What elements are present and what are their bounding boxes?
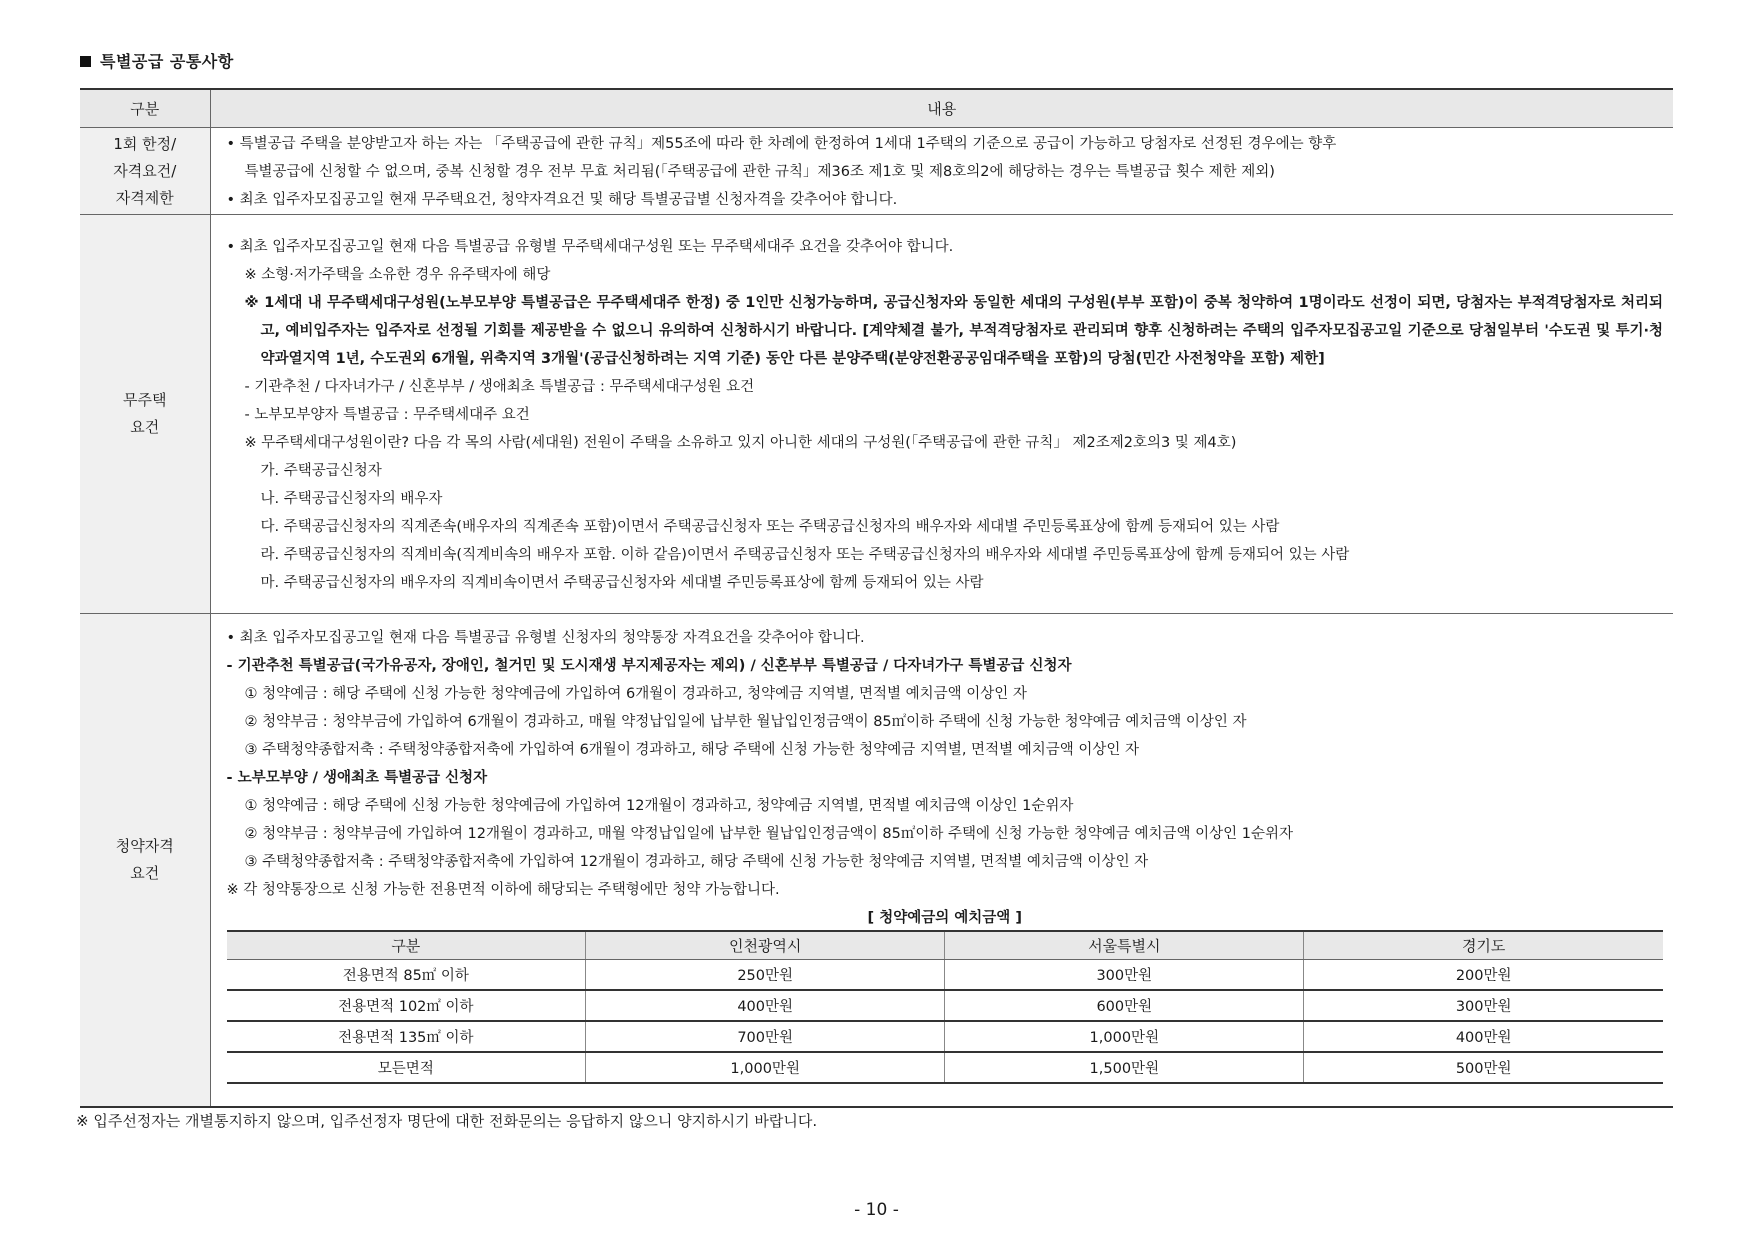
row-category: [80, 215, 210, 614]
row-homeless: [80, 215, 1673, 614]
section-title: [80, 49, 234, 72]
content-line: 가. 주택공급신청자: [260, 463, 382, 479]
deposit-cell: 300만원: [945, 960, 1304, 991]
deposit-cell: 전용면적 102㎡ 이하: [227, 990, 586, 1021]
category-line: 무주택: [123, 391, 167, 409]
deposit-cell: 1,000만원: [586, 1052, 945, 1083]
content-line: - 기관추천 / 다자녀가구 / 신혼부부 / 생애최초 특별공급 : 무주택세대구성원 요건: [244, 379, 755, 395]
header-content: 내용: [210, 89, 1673, 128]
row-content: [210, 614, 1673, 1108]
row-content: [210, 215, 1673, 614]
content-line: • 최초 입주자모집공고일 현재 무주택요건, 청약자격요건 및 해당 특별공급별 신청자격을 갖추어야 합니다.: [226, 192, 898, 208]
content-line: - 기관추천 특별공급(국가유공자, 장애인, 철거민 및 도시재생 부지제공자는 제외) / 신혼부부 특별공급 / 다자녀가구 특별공급 신청자: [226, 658, 1072, 674]
content-line: • 최초 입주자모집공고일 현재 다음 특별공급 유형별 무주택세대구성원 또는 무주택세대주 요건을 갖추어야 합니다.: [226, 239, 954, 255]
deposit-cell: 모든면적: [227, 1052, 586, 1083]
category-line: 자격요건/: [113, 161, 177, 180]
content-line: 다. 주택공급신청자의 직계존속(배우자의 직계존속 포함)이면서 주택공급신청자 또는 주택공급신청자의 배우자와 세대별 주민등록표상에 함께 등재되어 있는 사람: [260, 519, 1280, 535]
deposit-table: [227, 930, 1664, 1084]
content-line: 라. 주택공급신청자의 직계비속(직계비속의 배우자 포함. 이하 같음)이면서 주택공급신청자 또는 주택공급신청자의 배우자와 세대별 주민등록표상에 함께 등재되어 있는 사람: [260, 547, 1350, 563]
table-header-row: [80, 89, 1673, 128]
deposit-cell: 전용면적 135㎡ 이하: [227, 1021, 586, 1052]
content-line: • 최초 입주자모집공고일 현재 다음 특별공급 유형별 신청자의 청약통장 자격요건을 갖추어야 합니다.: [226, 630, 865, 646]
content-line: ※ 각 청약통장으로 신청 가능한 전용면적 이하에 해당되는 주택형에만 청약 가능합니다.: [226, 882, 780, 898]
content-line: ② 청약부금 : 청약부금에 가입하여 12개월이 경과하고, 매월 약정납입일에 납부한 월납입인정금액이 85㎡이하 주택에 신청 가능한 청약예금 예치금액 이상인 1순위자: [244, 826, 1294, 842]
content-line: ① 청약예금 : 해당 주택에 신청 가능한 청약예금에 가입하여 6개월이 경과하고, 청약예금 지역별, 면적별 예치금액 이상인 자: [244, 686, 1027, 702]
deposit-row: [227, 990, 1664, 1021]
category-line: 요건: [130, 418, 160, 436]
footnote: ※ 입주선정자는 개별통지하지 않으며, 입주선정자 명단에 대한 전화문의는 응답하지 않으니 양지하시기 바랍니다.: [76, 1112, 818, 1130]
deposit-cell: 400만원: [586, 990, 945, 1021]
category-line: 1회 한정/: [113, 134, 177, 153]
deposit-cell: 1,500만원: [945, 1052, 1304, 1083]
category-line: 자격제한: [115, 188, 174, 207]
deposit-cell: 250만원: [586, 960, 945, 991]
content-line: ③ 주택청약종합저축 : 주택청약종합저축에 가입하여 12개월이 경과하고, 해당 주택에 신청 가능한 청약예금 지역별, 면적별 예치금액 이상인 자: [244, 854, 1149, 870]
category-line: 청약자격: [115, 837, 174, 855]
deposit-column-header: 경기도: [1304, 931, 1663, 960]
header-category: 구분: [80, 89, 210, 128]
row-category: [80, 128, 210, 215]
deposit-cell: 전용면적 85㎡ 이하: [227, 960, 586, 991]
category-line: 요건: [130, 864, 160, 882]
content-line: 특별공급에 신청할 수 없으며, 중복 신청할 경우 전부 무효 처리됨(「주택공급에 관한 규칙」제36조 제1호 및 제8호의2에 해당하는 경우는 특별공급 횟수 제한 제외): [244, 164, 1275, 180]
section-title-text: 특별공급 공통사항: [100, 52, 234, 71]
content-line: - 노부모부양 / 생애최초 특별공급 신청자: [226, 770, 488, 786]
content-note-paragraph: ※ 1세대 내 무주택세대구성원(노부모부양 특별공급은 무주택세대주 한정) 중 1인만 신청가능하며, 공급신청자와 동일한 세대의 구성원(부부 포함)이 중복 청약하여 1명이라도 선정이 되면, 당첨자는 부적격당첨자로 처리되고, 예비입주자는 입주자로 선정될 기회를 제공받을 수 없으니 유의하여 신청하시기 바랍니다. [계약체결 불가, 부적격당첨자로 관리되며 향후 신청하려는 주택의 입주자모집공고일 기준으로 당첨일부터 '수도권 및 투기·청약과열지역 1년, 수도권외 6개월, 위축지역 3개월'(공급신청하려는 지역 기준) 동안 다른 분양주택(분양전환공공임대주택을 포함)의 당첨(민간 사전청약을 포함) 제한]: [244, 295, 1663, 367]
deposit-row: [227, 1052, 1664, 1083]
deposit-column-header: 인천광역시: [586, 931, 945, 960]
content-line: ② 청약부금 : 청약부금에 가입하여 6개월이 경과하고, 매월 약정납입일에 납부한 월납입인정금액이 85㎡이하 주택에 신청 가능한 청약예금 예치금액 이상인 자: [244, 714, 1247, 730]
deposit-cell: 200만원: [1304, 960, 1663, 991]
content-line: ③ 주택청약종합저축 : 주택청약종합저축에 가입하여 6개월이 경과하고, 해당 주택에 신청 가능한 청약예금 지역별, 면적별 예치금액 이상인 자: [244, 742, 1139, 758]
deposit-header-row: [227, 931, 1664, 960]
deposit-cell: 700만원: [586, 1021, 945, 1052]
content-line: 나. 주택공급신청자의 배우자: [260, 491, 443, 507]
deposit-cell: 300만원: [1304, 990, 1663, 1021]
deposit-row: [227, 960, 1664, 991]
content-line: 마. 주택공급신청자의 배우자의 직계비속이면서 주택공급신청자와 세대별 주민등록표상에 함께 등재되어 있는 사람: [260, 575, 984, 591]
deposit-column-header: 서울특별시: [945, 931, 1304, 960]
content-line: - 노부모부양자 특별공급 : 무주택세대주 요건: [244, 407, 530, 423]
deposit-cell: 600만원: [945, 990, 1304, 1021]
deposit-cell: 1,000만원: [945, 1021, 1304, 1052]
content-line: ※ 무주택세대구성원이란? 다음 각 목의 사람(세대원) 전원이 주택을 소유하고 있지 아니한 세대의 구성원(「주택공급에 관한 규칙」 제2조제2호의3 및 제4호): [244, 435, 1237, 451]
content-line: • 특별공급 주택을 분양받고자 하는 자는 「주택공급에 관한 규칙」제55조에 따라 한 차례에 한정하여 1세대 1주택의 기준으로 공급이 가능하고 당첨자로 선정된 경우에는 향후: [226, 136, 1337, 152]
row-subscription: [80, 614, 1673, 1108]
deposit-row: [227, 1021, 1664, 1052]
row-limit: [80, 128, 1673, 215]
square-bullet-icon: [80, 56, 91, 67]
deposit-cell: 400만원: [1304, 1021, 1663, 1052]
content-line: ※ 소형·저가주택을 소유한 경우 유주택자에 해당: [244, 267, 551, 283]
deposit-table-caption: [ 청약예금의 예치금액 ]: [867, 910, 1022, 926]
row-category: [80, 614, 210, 1108]
deposit-column-header: 구분: [227, 931, 586, 960]
special-supply-table: [80, 88, 1673, 1108]
page-number: - 10 -: [854, 1200, 899, 1220]
deposit-cell: 500만원: [1304, 1052, 1663, 1083]
row-content: [210, 128, 1673, 215]
content-line: ① 청약예금 : 해당 주택에 신청 가능한 청약예금에 가입하여 12개월이 경과하고, 청약예금 지역별, 면적별 예치금액 이상인 1순위자: [244, 798, 1074, 814]
